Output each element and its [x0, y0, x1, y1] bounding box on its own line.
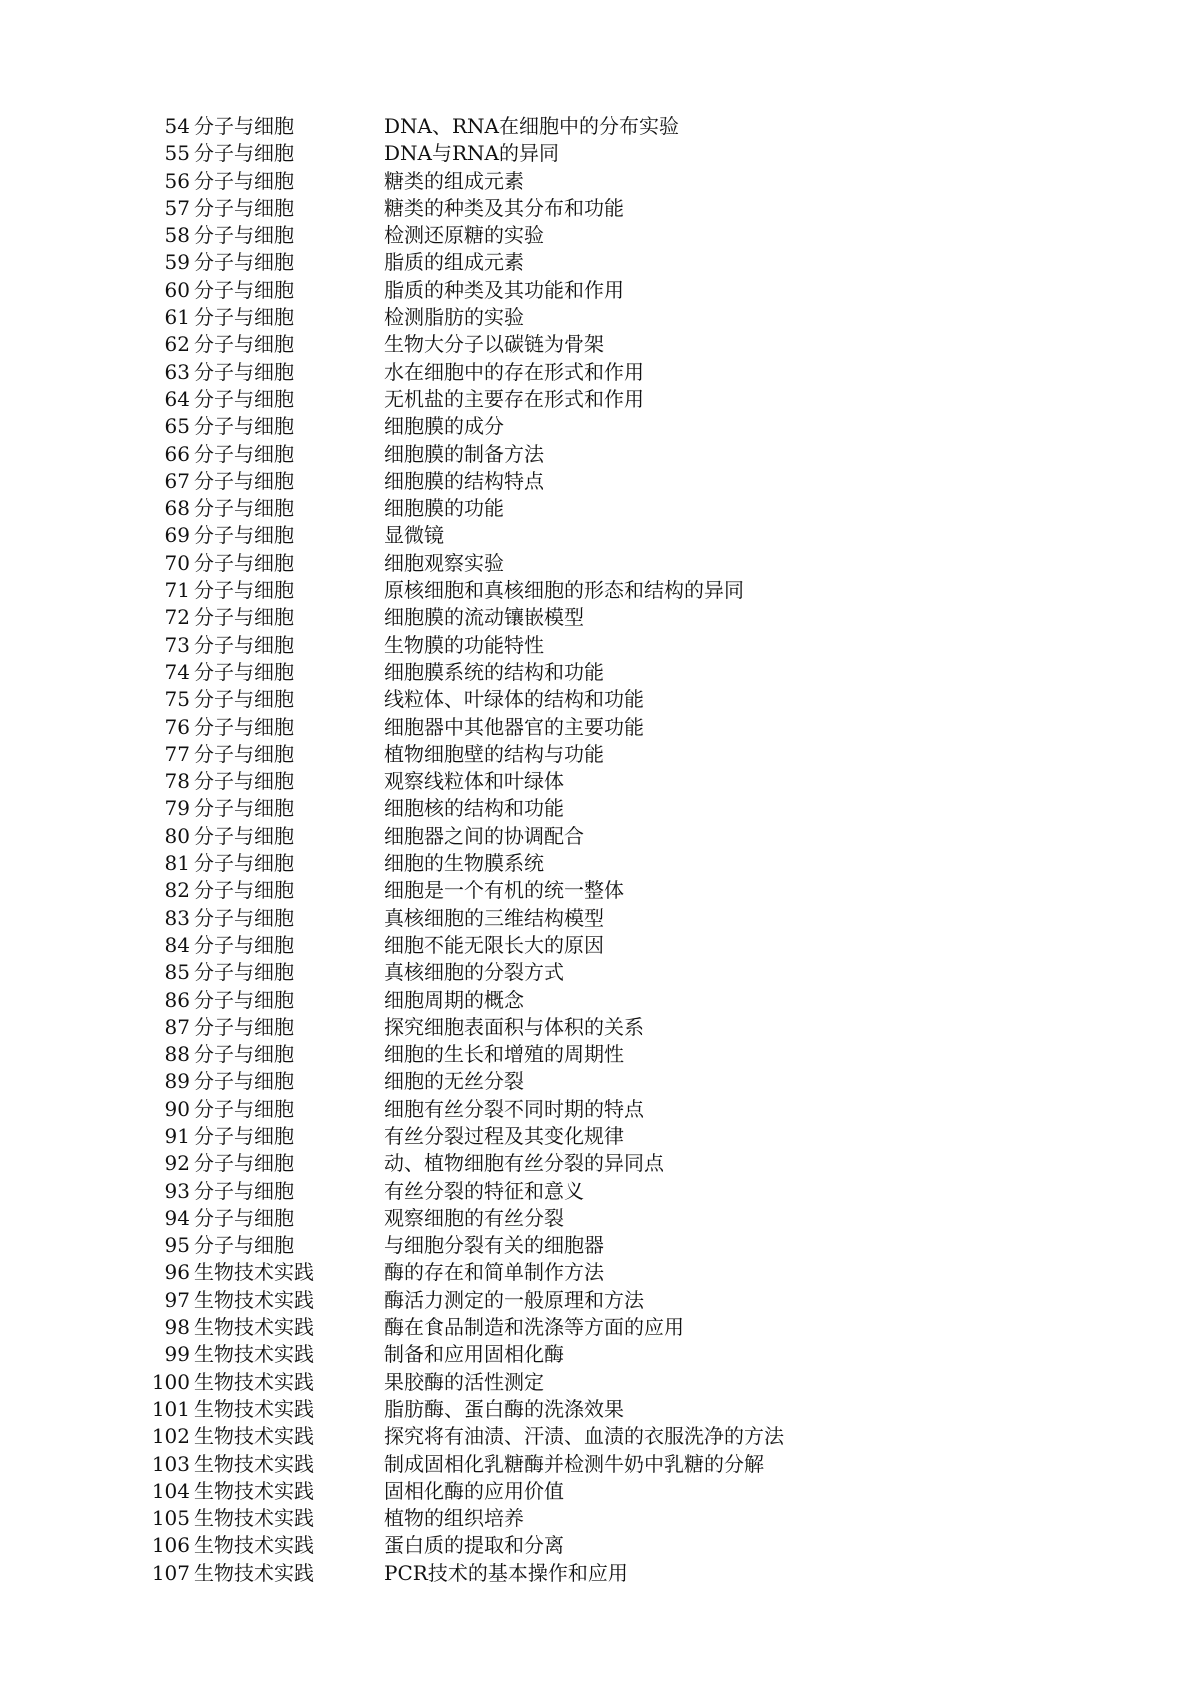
list-item	[150, 468, 1050, 495]
row-topic: 细胞核的结构和功能	[384, 796, 564, 821]
row-number: 104	[151, 1478, 190, 1503]
row-category: 分子与细胞	[194, 114, 294, 138]
row-topic: 制成固相化乳糖酶并检测牛奶中乳糖的分解	[384, 1451, 764, 1476]
row-number: 84	[164, 932, 190, 957]
list-item	[150, 850, 1050, 877]
row-topic: 脂质的组成元素	[384, 250, 524, 275]
list-item	[150, 1287, 1050, 1314]
row-number: 93	[164, 1178, 190, 1203]
list-item	[150, 1505, 1050, 1532]
row-category: 分子与细胞	[194, 605, 294, 630]
row-number: 58	[164, 223, 190, 248]
list-item	[150, 222, 1050, 249]
row-category: 分子与细胞	[194, 714, 294, 739]
row-topic: 细胞膜的成分	[384, 414, 504, 439]
list-item	[150, 823, 1050, 850]
list-item	[150, 741, 1050, 768]
row-topic: 有丝分裂过程及其变化规律	[384, 1123, 624, 1148]
row-topic: 真核细胞的分裂方式	[384, 960, 564, 985]
row-category: 分子与细胞	[194, 1069, 294, 1094]
list-item	[150, 604, 1050, 631]
list-item	[150, 386, 1050, 413]
row-number: 67	[164, 468, 190, 493]
row-category: 分子与细胞	[194, 168, 294, 193]
row-number: 76	[164, 714, 190, 739]
row-category: 生物技术实践	[194, 1506, 314, 1531]
topic-list	[150, 113, 1050, 1587]
row-category: 分子与细胞	[194, 932, 294, 957]
row-number: 72	[164, 605, 190, 630]
row-category: 分子与细胞	[194, 769, 294, 794]
row-topic: 蛋白质的提取和分离	[384, 1533, 564, 1558]
list-item	[150, 1451, 1050, 1478]
row-number: 54	[164, 114, 190, 138]
row-topic: 与细胞分裂有关的细胞器	[384, 1233, 604, 1258]
list-item	[150, 1478, 1050, 1505]
list-item	[150, 905, 1050, 932]
row-topic: 原核细胞和真核细胞的形态和结构的异同	[384, 578, 744, 603]
list-item	[150, 987, 1050, 1014]
list-item	[150, 1123, 1050, 1150]
row-category: 生物技术实践	[194, 1478, 314, 1503]
row-number: 63	[164, 359, 190, 384]
row-category: 分子与细胞	[194, 796, 294, 821]
row-category: 分子与细胞	[194, 578, 294, 603]
list-item	[150, 331, 1050, 358]
row-category: 分子与细胞	[194, 250, 294, 275]
row-number: 107	[151, 1560, 190, 1585]
row-category: 分子与细胞	[194, 741, 294, 766]
row-topic: 细胞膜的流动镶嵌模型	[384, 605, 584, 630]
list-item	[150, 1205, 1050, 1232]
row-topic: 细胞观察实验	[384, 550, 504, 575]
row-number: 96	[164, 1260, 190, 1285]
list-item	[150, 1150, 1050, 1177]
row-topic: 糖类的种类及其分布和功能	[384, 195, 624, 220]
list-item	[150, 932, 1050, 959]
row-topic: 检测脂肪的实验	[384, 305, 524, 330]
row-category: 分子与细胞	[194, 1151, 294, 1176]
row-number: 98	[164, 1315, 190, 1340]
list-item	[150, 1341, 1050, 1368]
row-category: 生物技术实践	[194, 1560, 314, 1585]
row-number: 62	[164, 332, 190, 357]
row-category: 分子与细胞	[194, 359, 294, 384]
row-topic: 糖类的组成元素	[384, 168, 524, 193]
row-number: 64	[164, 386, 190, 411]
row-topic: 探究细胞表面积与体积的关系	[384, 1014, 644, 1039]
row-topic: 细胞周期的概念	[384, 987, 524, 1012]
row-category: 分子与细胞	[194, 960, 294, 985]
list-item	[150, 659, 1050, 686]
row-number: 82	[164, 878, 190, 903]
row-category: 分子与细胞	[194, 851, 294, 876]
row-topic: 线粒体、叶绿体的结构和功能	[384, 687, 644, 712]
row-number: 74	[164, 659, 190, 684]
row-number: 95	[164, 1233, 190, 1258]
list-item	[150, 1369, 1050, 1396]
row-category: 分子与细胞	[194, 223, 294, 248]
row-number: 79	[164, 796, 190, 821]
list-item	[150, 1560, 1050, 1587]
row-number: 92	[164, 1151, 190, 1176]
row-category: 生物技术实践	[194, 1287, 314, 1312]
list-item	[150, 113, 1050, 140]
row-number: 105	[151, 1506, 190, 1531]
row-category: 分子与细胞	[194, 1123, 294, 1148]
list-item	[150, 768, 1050, 795]
list-item	[150, 577, 1050, 604]
row-topic: 观察线粒体和叶绿体	[384, 769, 564, 794]
list-item	[150, 686, 1050, 713]
row-topic: 细胞的生长和增殖的周期性	[384, 1042, 624, 1067]
row-category: 生物技术实践	[194, 1369, 314, 1394]
row-number: 61	[164, 305, 190, 330]
row-category: 分子与细胞	[194, 1205, 294, 1230]
row-category: 分子与细胞	[194, 687, 294, 712]
row-category: 分子与细胞	[194, 332, 294, 357]
row-category: 分子与细胞	[194, 195, 294, 220]
row-category: 分子与细胞	[194, 905, 294, 930]
row-number: 71	[164, 578, 190, 603]
row-number: 101	[151, 1396, 190, 1421]
row-category: 分子与细胞	[194, 305, 294, 330]
row-topic: 生物大分子以碳链为骨架	[384, 332, 604, 357]
list-item	[150, 1232, 1050, 1259]
row-number: 66	[164, 441, 190, 466]
row-number: 68	[164, 496, 190, 521]
list-item	[150, 550, 1050, 577]
row-topic: DNA、RNA在细胞中的分布实验	[384, 114, 679, 138]
list-item	[150, 495, 1050, 522]
row-category: 分子与细胞	[194, 496, 294, 521]
row-number: 59	[164, 250, 190, 275]
row-number: 87	[164, 1014, 190, 1039]
row-number: 80	[164, 823, 190, 848]
row-topic: 细胞是一个有机的统一整体	[384, 878, 624, 903]
list-item	[150, 1314, 1050, 1341]
row-category: 分子与细胞	[194, 1178, 294, 1203]
row-number: 81	[164, 851, 190, 876]
row-category: 分子与细胞	[194, 659, 294, 684]
list-item	[150, 140, 1050, 167]
row-topic: 无机盐的主要存在形式和作用	[384, 386, 644, 411]
row-category: 生物技术实践	[194, 1533, 314, 1558]
row-category: 分子与细胞	[194, 441, 294, 466]
row-number: 91	[164, 1123, 190, 1148]
row-category: 生物技术实践	[194, 1451, 314, 1476]
row-category: 分子与细胞	[194, 414, 294, 439]
list-item	[150, 195, 1050, 222]
row-number: 88	[164, 1042, 190, 1067]
list-item	[150, 714, 1050, 741]
row-category: 分子与细胞	[194, 386, 294, 411]
list-item	[150, 1259, 1050, 1286]
row-number: 73	[164, 632, 190, 657]
list-item	[150, 877, 1050, 904]
list-item	[150, 1178, 1050, 1205]
row-topic: 植物细胞壁的结构与功能	[384, 741, 604, 766]
row-category: 生物技术实践	[194, 1342, 314, 1367]
row-topic: 酶的存在和简单制作方法	[384, 1260, 604, 1285]
list-item	[150, 632, 1050, 659]
row-topic: 植物的组织培养	[384, 1506, 524, 1531]
row-number: 77	[164, 741, 190, 766]
row-category: 生物技术实践	[194, 1260, 314, 1285]
list-item	[150, 277, 1050, 304]
row-topic: 制备和应用固相化酶	[384, 1342, 564, 1367]
row-number: 97	[164, 1287, 190, 1312]
row-topic: 细胞的无丝分裂	[384, 1069, 524, 1094]
list-item	[150, 522, 1050, 549]
row-number: 102	[151, 1424, 190, 1449]
row-number: 75	[164, 687, 190, 712]
row-topic: 酶活力测定的一般原理和方法	[384, 1287, 644, 1312]
row-topic: DNA与RNA的异同	[384, 141, 559, 166]
row-number: 90	[164, 1096, 190, 1121]
list-item	[150, 304, 1050, 331]
row-topic: 细胞有丝分裂不同时期的特点	[384, 1096, 644, 1121]
row-number: 106	[151, 1533, 190, 1558]
row-topic: 水在细胞中的存在形式和作用	[384, 359, 644, 384]
list-item	[150, 168, 1050, 195]
row-category: 分子与细胞	[194, 141, 294, 166]
list-item	[150, 359, 1050, 386]
row-number: 55	[164, 141, 190, 166]
list-item	[150, 1532, 1050, 1559]
row-category: 分子与细胞	[194, 523, 294, 548]
row-topic: 固相化酶的应用价值	[384, 1478, 564, 1503]
row-topic: 细胞器之间的协调配合	[384, 823, 584, 848]
row-topic: 有丝分裂的特征和意义	[384, 1178, 584, 1203]
row-topic: 检测还原糖的实验	[384, 223, 544, 248]
row-category: 分子与细胞	[194, 1096, 294, 1121]
row-topic: 显微镜	[384, 523, 444, 548]
row-topic: 观察细胞的有丝分裂	[384, 1205, 564, 1230]
row-topic: 细胞膜系统的结构和功能	[384, 659, 604, 684]
row-topic: 细胞膜的功能	[384, 496, 504, 521]
row-number: 65	[164, 414, 190, 439]
row-number: 86	[164, 987, 190, 1012]
row-topic: 酶在食品制造和洗涤等方面的应用	[384, 1315, 684, 1340]
row-number: 57	[164, 195, 190, 220]
row-topic: 细胞器中其他器官的主要功能	[384, 714, 644, 739]
row-number: 60	[164, 277, 190, 302]
row-number: 85	[164, 960, 190, 985]
row-topic: 细胞不能无限长大的原因	[384, 932, 604, 957]
row-category: 分子与细胞	[194, 632, 294, 657]
row-topic: 真核细胞的三维结构模型	[384, 905, 604, 930]
list-item	[150, 1068, 1050, 1095]
row-topic: 脂肪酶、蛋白酶的洗涤效果	[384, 1396, 624, 1421]
row-number: 94	[164, 1205, 190, 1230]
row-topic: 果胶酶的活性测定	[384, 1369, 544, 1394]
list-item	[150, 1096, 1050, 1123]
row-category: 生物技术实践	[194, 1396, 314, 1421]
list-item	[150, 795, 1050, 822]
list-item	[150, 1423, 1050, 1450]
row-category: 分子与细胞	[194, 550, 294, 575]
row-category: 生物技术实践	[194, 1424, 314, 1449]
list-item	[150, 441, 1050, 468]
row-topic: 动、植物细胞有丝分裂的异同点	[384, 1151, 664, 1176]
row-category: 分子与细胞	[194, 823, 294, 848]
row-category: 分子与细胞	[194, 1233, 294, 1258]
row-number: 56	[164, 168, 190, 193]
row-topic: 细胞膜的结构特点	[384, 468, 544, 493]
row-category: 分子与细胞	[194, 1014, 294, 1039]
list-item	[150, 959, 1050, 986]
row-number: 99	[164, 1342, 190, 1367]
row-topic: PCR技术的基本操作和应用	[384, 1560, 628, 1585]
row-topic: 细胞的生物膜系统	[384, 851, 544, 876]
list-item	[150, 1396, 1050, 1423]
list-item	[150, 249, 1050, 276]
list-item	[150, 1014, 1050, 1041]
row-category: 分子与细胞	[194, 277, 294, 302]
list-item	[150, 1041, 1050, 1068]
row-number: 83	[164, 905, 190, 930]
row-category: 分子与细胞	[194, 987, 294, 1012]
row-topic: 脂质的种类及其功能和作用	[384, 277, 624, 302]
list-item	[150, 413, 1050, 440]
row-category: 分子与细胞	[194, 1042, 294, 1067]
row-category: 分子与细胞	[194, 468, 294, 493]
row-number: 78	[164, 769, 190, 794]
row-number: 103	[151, 1451, 190, 1476]
row-topic: 探究将有油渍、汗渍、血渍的衣服洗净的方法	[384, 1424, 784, 1449]
row-number: 70	[164, 550, 190, 575]
row-number: 100	[151, 1369, 190, 1394]
row-topic: 生物膜的功能特性	[384, 632, 544, 657]
row-number: 89	[164, 1069, 190, 1094]
row-number: 69	[164, 523, 190, 548]
row-category: 分子与细胞	[194, 878, 294, 903]
row-category: 生物技术实践	[194, 1315, 314, 1340]
row-topic: 细胞膜的制备方法	[384, 441, 544, 466]
